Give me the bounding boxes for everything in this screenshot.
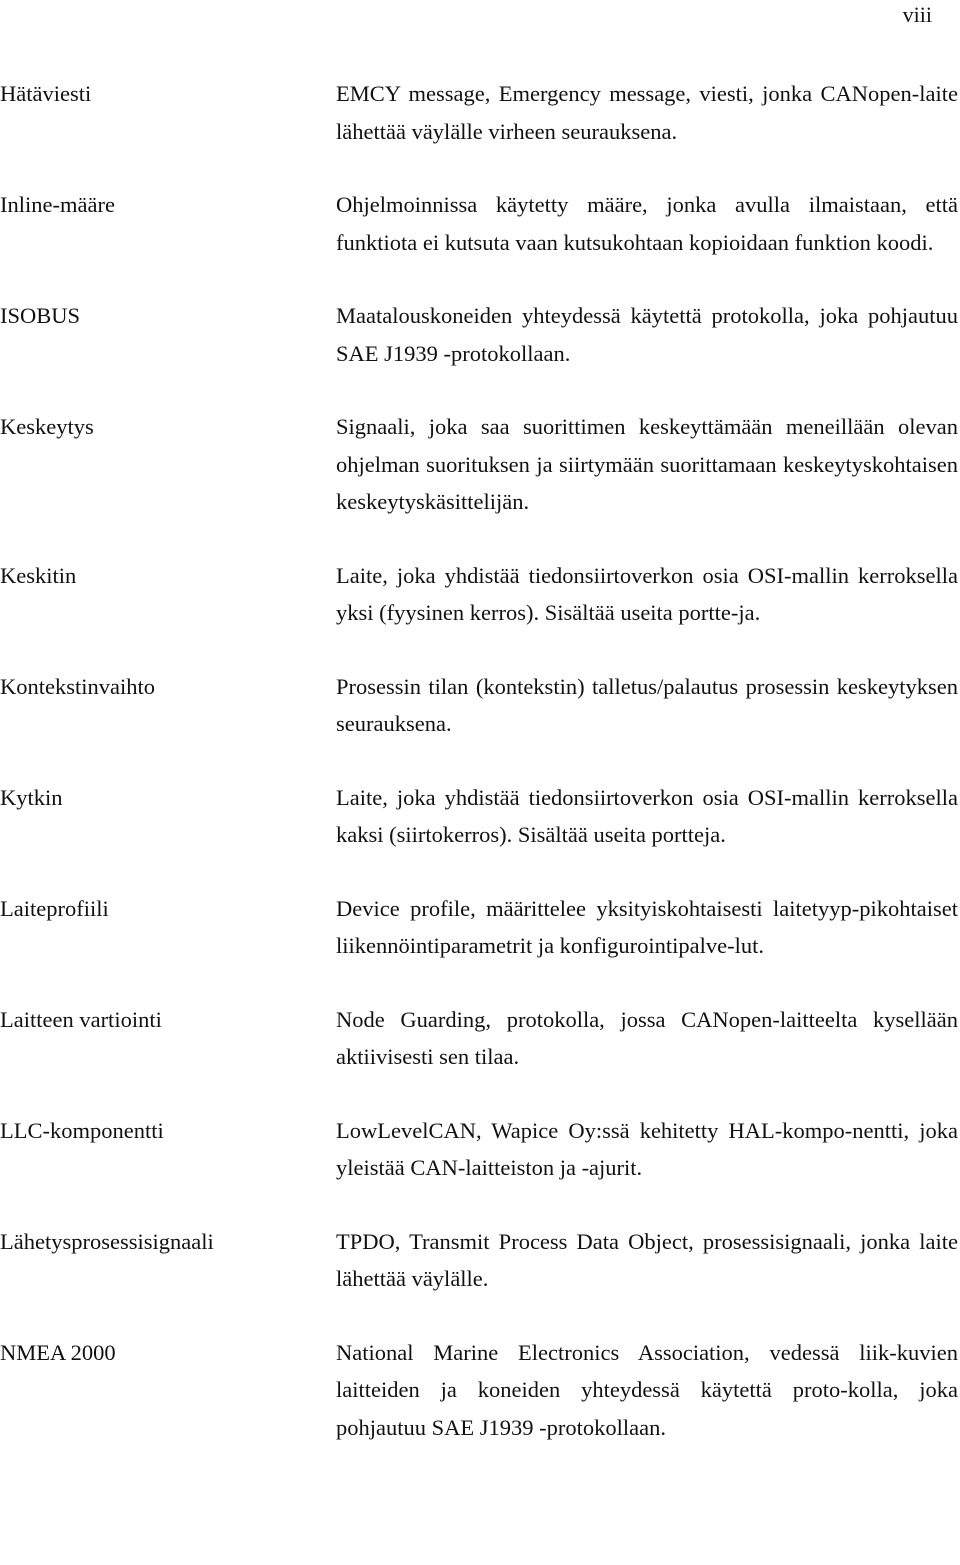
glossary-entry	[0, 668, 960, 743]
glossary-term: Kytkin	[0, 784, 63, 810]
glossary-definition: EMCY message, Emergency message, viesti, jonka CANopen-laite lähettää väylälle virheen seurauksena.	[336, 81, 958, 144]
glossary-entry	[0, 1223, 960, 1298]
glossary-term: Keskitin	[0, 562, 77, 588]
glossary-definition: National Marine Electronics Association, vedessä liik-kuvien laitteiden ja koneiden yhteydessä käytettä proto-kolla, joka pohjautuu SAE J1939 -protokollaan.	[336, 1339, 958, 1440]
glossary-definition: Ohjelmoinnissa käytetty määre, jonka avulla ilmaistaan, että funktiota ei kutsuta vaan kutsukohtaan kopioidaan funktion koodi.	[336, 192, 958, 255]
glossary-entry	[0, 297, 960, 372]
glossary-term: Laiteprofiili	[0, 895, 109, 921]
glossary-term: LLC-komponentti	[0, 1117, 164, 1143]
glossary-entry	[0, 557, 960, 632]
glossary-entry	[0, 1001, 960, 1076]
glossary-definition: Signaali, joka saa suorittimen keskeyttämään meneillään olevan ohjelman suorituksen ja siirtymään suorittamaan keskeytyskohtaisen keskeytyskäsittelijän.	[336, 414, 958, 514]
glossary-entry	[0, 1112, 960, 1187]
glossary-term: Inline-määre	[0, 192, 115, 217]
glossary-entry	[0, 779, 960, 854]
glossary-definition: Laite, joka yhdistää tiedonsiirtoverkon osia OSI-mallin kerroksella yksi (fyysinen kerros). Sisältää useita portte-ja.	[336, 562, 958, 625]
glossary-definition: Node Guarding, protokolla, jossa CANopen-laitteelta kysellään aktiivisesti sen tilaa.	[336, 1006, 958, 1069]
glossary-definition: Laite, joka yhdistää tiedonsiirtoverkon osia OSI-mallin kerroksella kaksi (siirtokerros). Sisältää useita portteja.	[336, 784, 958, 847]
glossary-definition: Prosessin tilan (kontekstin) talletus/palautus prosessin keskeytyksen seurauksena.	[336, 673, 958, 736]
glossary-entry	[0, 75, 960, 150]
glossary-list	[0, 75, 960, 1482]
glossary-term: Hätäviesti	[0, 81, 92, 106]
glossary-term: NMEA 2000	[0, 1339, 116, 1365]
glossary-entry	[0, 186, 960, 261]
glossary-entry	[0, 408, 960, 521]
glossary-entry	[0, 890, 960, 965]
glossary-term: Keskeytys	[0, 414, 94, 439]
glossary-term: Kontekstinvaihto	[0, 673, 155, 699]
glossary-term: Lähetysprosessisignaali	[0, 1228, 214, 1254]
glossary-term: Laitteen vartiointi	[0, 1006, 162, 1032]
glossary-term: ISOBUS	[0, 303, 81, 328]
glossary-definition: TPDO, Transmit Process Data Object, prosessisignaali, jonka laite lähettää väylälle.	[336, 1228, 958, 1291]
glossary-definition: LowLevelCAN, Wapice Oy:ssä kehitetty HAL-kompo-nentti, joka yleistää CAN-laitteiston ja -ajurit.	[336, 1117, 958, 1180]
glossary-definition: Maatalouskoneiden yhteydessä käytettä protokolla, joka pohjautuu SAE J1939 -protokollaan.	[336, 303, 958, 366]
glossary-definition: Device profile, määrittelee yksityiskohtaisesti laitetyyp-pikohtaiset liikennöintiparametrit ja konfigurointipalve-lut.	[336, 895, 958, 958]
glossary-entry	[0, 1334, 960, 1447]
page-number: viii	[902, 2, 932, 27]
